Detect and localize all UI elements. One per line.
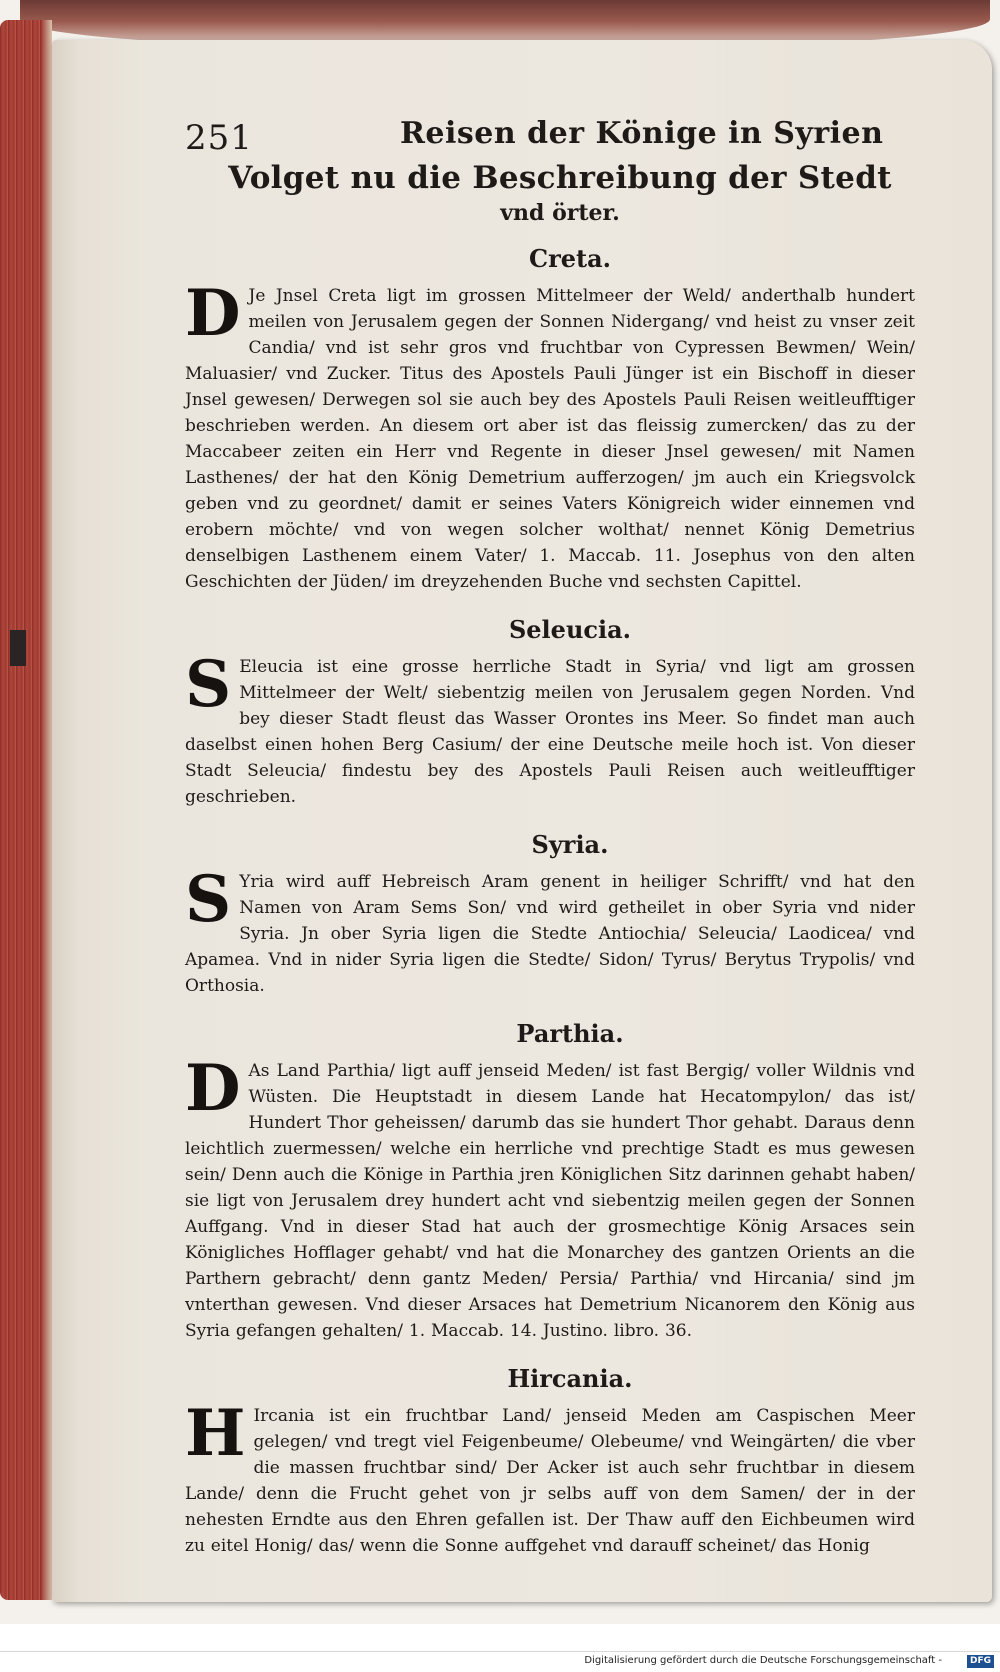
book-fore-edge bbox=[0, 20, 52, 1600]
book-page bbox=[52, 40, 992, 1602]
digitization-footer bbox=[0, 1651, 1000, 1672]
paragraph-body: Je Jnsel Creta ligt im grossen Mittelmeer der Weld/ anderthalb hundert meilen von Jerusalem gegen der Sonnen Nidergang/ vnd heist zu vnser zeit Candia/ vnd ist sehr gros vnd fruchtbar von Cypressen Bewmen/ Wein/ Maluasier/ vnd Zucker. Titus des Apostels Pauli Jünger ist ein Bischoff in dieser Jnsel gewesen/ Derwegen sol sie auch bey des Apostels Pauli Reisen weitleufftiger beschrieben werden. An diesem ort aber ist das fleissig zumercken/ das zu der Maccabeer zeiten ein Herr vnd Regente in dieser Jnsel gewesen/ mit Namen Lasthenes/ der hat den König Demetrium aufferzogen/ jm auch ein Kriegsvolck geben vnd zu geordnet/ damit er seines Vaters Königreich wider einnemen vnd erobern möchte/ vnd von wegen solcher wolthat/ nennet König Demetrius denselbigen Lasthenem einem Vater/ 1. Maccab. 11. Josephus von den alten Geschichten der Jüden/ im dreyzehenden Buche vnd sechsten Capittel. bbox=[185, 286, 915, 592]
section-heading-syria: Syria. bbox=[531, 830, 609, 859]
section-text-creta bbox=[185, 276, 915, 595]
section-heading-creta: Creta. bbox=[528, 244, 611, 273]
section-text-syria bbox=[185, 862, 915, 999]
section-text-parthia bbox=[185, 1051, 915, 1344]
drop-cap-initial: H bbox=[185, 1396, 246, 1471]
drop-cap-initial: D bbox=[185, 1051, 241, 1126]
section-heading-hircania: Hircania. bbox=[507, 1364, 633, 1393]
drop-cap-initial: S bbox=[185, 647, 232, 722]
section-heading-parthia: Parthia. bbox=[516, 1019, 624, 1048]
drop-cap-initial: S bbox=[185, 862, 232, 937]
drop-cap-initial: D bbox=[185, 276, 241, 351]
section-heading-seleucia: Seleucia. bbox=[508, 615, 632, 644]
page-text-area bbox=[185, 110, 915, 1559]
page-tab-marker bbox=[10, 630, 26, 666]
page-subtitle: vnd örter. bbox=[500, 200, 620, 226]
section-text-seleucia bbox=[185, 647, 915, 810]
paragraph-body: Ircania ist ein fruchtbar Land/ jenseid Meden am Caspischen Meer gelegen/ vnd tregt viel Feigenbeume/ Olebeume/ vnd Weingärten/ die vber die massen fruchtbar sind/ Der Acker ist auch sehr fruchtbar in diesem Lande/ denn die Frucht gehet von jr selbs auff von dem Samen/ der in der nehesten Erndte aus den Ehren gefallen ist. Der Thaw auff den Eichbeumen wird zu eitel Honig/ das/ wenn die Sonne auffgehet vnd darauff scheinet/ das Honig bbox=[185, 1406, 915, 1556]
running-title: Reisen der Könige in Syrien bbox=[400, 116, 884, 151]
page-number: 251 bbox=[185, 118, 253, 158]
paragraph-body: Eleucia ist eine grosse herrliche Stadt in Syria/ vnd ligt am grossen Mittelmeer der Welt/ siebentzig meilen von Jerusalem gegen Norden. Vnd bey dieser Stadt fleust das Wasser Orontes ins Meer. So findet man auch daselbst einen hohen Berg Casium/ der eine Deutsche meile hoch ist. Von dieser Stadt Seleucia/ findestu bey des Apostels Pauli Reisen auch weitleufftiger geschrieben. bbox=[185, 657, 915, 807]
section-text-hircania bbox=[185, 1396, 915, 1559]
page-title: Volget nu die Beschreibung der Stedt bbox=[228, 160, 892, 196]
paragraph-body: Yria wird auff Hebreisch Aram genent in heiliger Schrifft/ vnd hat den Namen von Aram Sems Son/ vnd wird getheilet in ober Syria vnd nider Syria. Jn ober Syria ligen die Stedte Antiochia/ Seleucia/ Laodicea/ vnd Apamea. Vnd in nider Syria ligen die Stedte/ Sidon/ Tyrus/ Berytus Trypolis/ vnd Orthosia. bbox=[185, 872, 915, 996]
page-header bbox=[185, 110, 915, 158]
dfg-logo[interactable]: DFG bbox=[967, 1655, 994, 1668]
paragraph-body: As Land Parthia/ ligt auff jenseid Meden/ ist fast Bergig/ voller Wildnis vnd Wüsten. Die Heuptstadt in diesem Lande hat Hecatompylon/ das ist/ Hundert Thor geheissen/ darumb das sie hundert Thor gehabt. Daraus denn leichtlich zuermessen/ welche ein herrliche vnd prechtige Stadt es mus gewesen sein/ Denn auch die Könige in Parthia jren Königlichen Sitz darinnen gehabt haben/ sie ligt von Jerusalem drey hundert acht vnd siebentzig meilen gegen der Sonnen Auffgang. Vnd in dieser Stad hat auch der grosmechtige König Arsaces sein Königliches Hofflager gehabt/ vnd hat die Monarchey des gantzen Orients an die Parthern gebracht/ denn gantz Meden/ Persia/ Parthia/ vnd Hircania/ sind jm vnterthan gewesen. Vnd dieser Arsaces hat Demetrium Nicanorem den König aus Syria gefangen gehalten/ 1. Maccab. 14. Justino. libro. 36. bbox=[185, 1061, 915, 1341]
funding-credit: Digitalisierung gefördert durch die Deutsche Forschungsgemeinschaft - bbox=[584, 1655, 942, 1666]
